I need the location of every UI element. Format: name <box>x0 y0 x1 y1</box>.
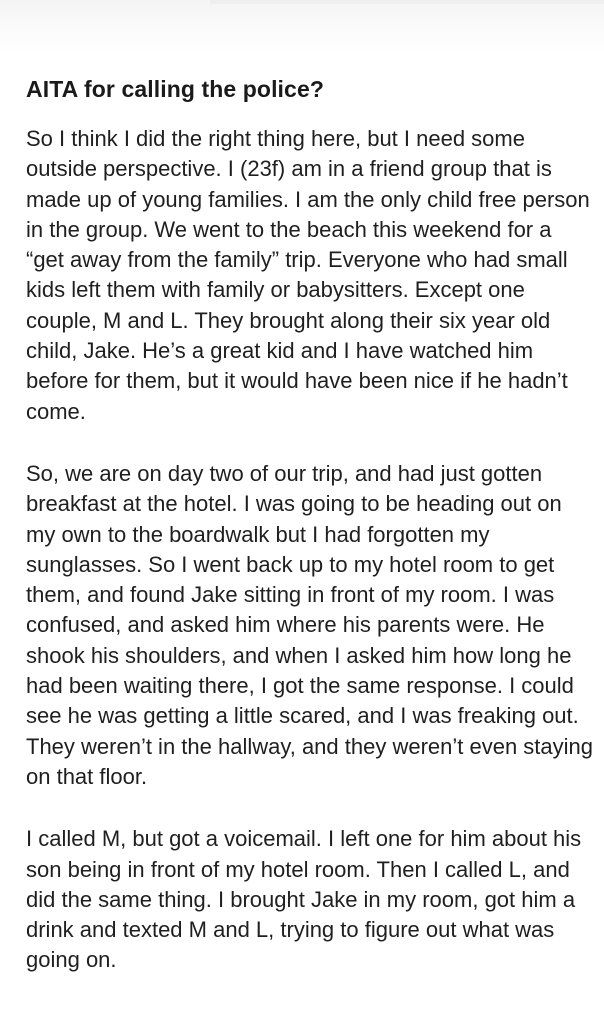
post-paragraph-1: So I think I did the right thing here, but I need some outside perspective. I (23f) am in a friend group that is made up of young families. I am the only child free person in the group. We went to the beach this weekend for a “get away from the family” trip. Everyone who had small kids left them with family or babysitters. Except one couple, M and L. They brought along their six year old child, Jake. He’s a great kid and I have watched him before for them, but it would have been nice if he hadn’t come. <box>26 126 590 424</box>
post-title: AITA for calling the police? <box>26 76 324 102</box>
top-header-fade <box>0 0 604 56</box>
post-paragraph-3: I called M, but got a voicemail. I left one for him about his son being in front of my hotel room. Then I called L, and did the same thing. I brought Jake in my room, got him a drink and texted M and L, trying to figure out what was going on. <box>26 826 582 973</box>
top-header-bar <box>210 0 604 4</box>
post-paragraph-2: So, we are on day two of our trip, and had just gotten breakfast at the hotel. I was going to be heading out on my own to the boardwalk but I had forgotten my sunglasses. So I went back up to my hotel room to get them, and found Jake sitting in front of my room. I was confused, and asked him where his parents were. He shook his shoulders, and when I asked him how long he had been waiting there, I got the same response. I could see he was getting a little scared, and I was freaking out. They weren’t in the hallway, and they weren’t even staying on that floor. <box>26 460 594 789</box>
post-body <box>26 124 594 1008</box>
